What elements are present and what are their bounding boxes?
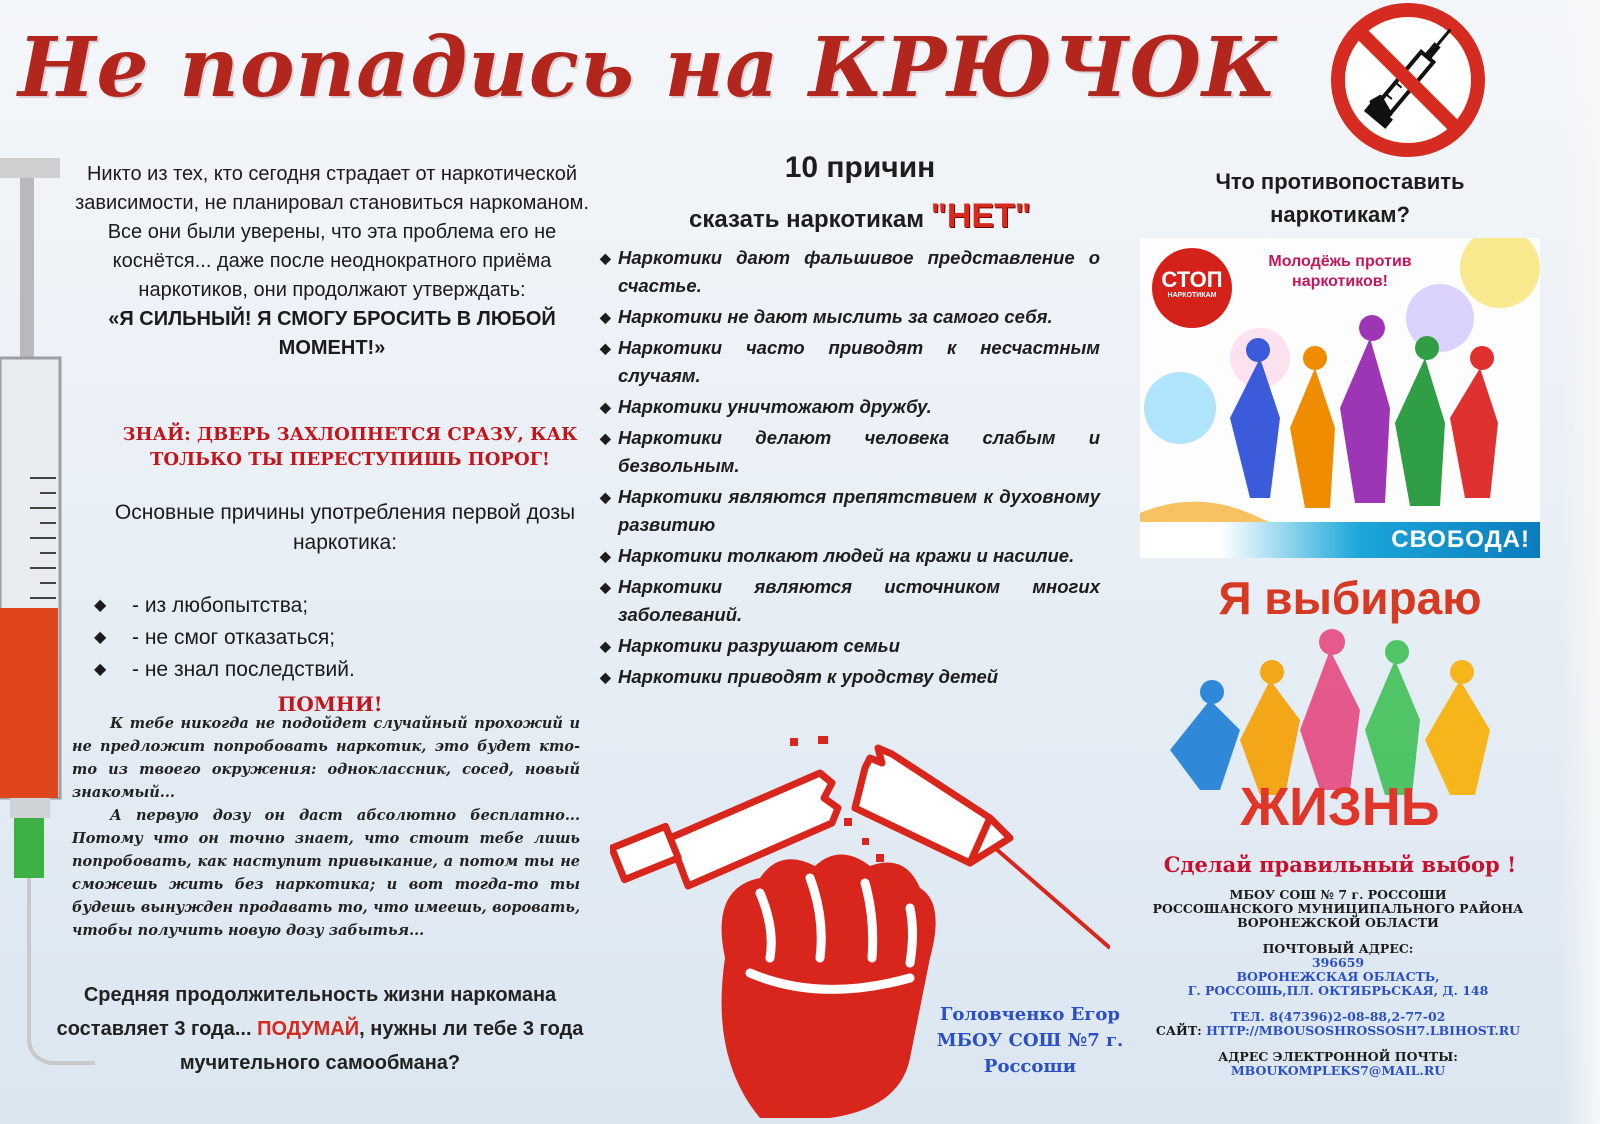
list-item: ◆ Наркотики дают фальшивое представление о счастье.	[600, 244, 1100, 300]
list-item: ◆ Наркотики не дают мыслить за самого себя.	[600, 303, 1100, 331]
school-contact-block: МБОУ СОШ № 7 г. РОССОШИ РОССОШАНСКОГО МУНИЦИПАЛЬНОГО РАЙОНА ВОРОНЕЖСКОЙ ОБЛАСТИ ПОЧТОВЫЙ АДРЕС: 396659 ВОРОНЕЖСКАЯ ОБЛАСТЬ, Г. РОССОШЬ,ПЛ. ОКТЯБРЬСКАЯ, Д. 148 ТЕЛ. 8(47396)2-08-88,2-77-02 САЙТ: HTTP://MBOUSOSHROSSOSH7.LBIHOST.RU АДРЕС ЭЛЕКТРОННОЙ ПОЧТЫ: MBOUKOMPLEKS7@MAIL.RU	[1128, 888, 1548, 1078]
know-warning: ЗНАЙ: ДВЕРЬ ЗАХЛОПНЕТСЯ СРАЗУ, КАК ТОЛЬКО ТЫ ПЕРЕСТУПИШЬ ПОРОГ!	[122, 424, 578, 470]
right-choice-slogan: Сделай правильный выбор !	[1163, 852, 1517, 877]
list-item: ◆ Наркотики являются препятствием к духовному развитию	[600, 483, 1100, 539]
net-word: "НЕТ"	[930, 197, 1031, 235]
freedom-label: СВОБОДА!	[1391, 526, 1530, 553]
youth-caption: Молодёжь против наркотиков!	[1268, 253, 1412, 290]
first-dose-reasons-title: Основные причины употребления первой дозы наркотика:	[114, 501, 576, 554]
ten-reasons-list	[600, 244, 1100, 694]
intro-quote: «Я СИЛЬНЫЙ! Я СМОГУ БРОСИТЬ В ЛЮБОЙ МОМЕНТ!»	[108, 308, 556, 359]
list-item: ◆ - из любопытства;	[92, 590, 572, 622]
remember-heading: ПОМНИ!	[277, 692, 383, 716]
diamond-bullet-icon: ◆	[94, 661, 107, 678]
youth-against-drugs-image	[1140, 238, 1540, 558]
remember-paragraph-2: А первую дозу он даст абсолютно бесплатно... Потому что он точно знает, что стоит тебе лишь попробовать, как наступит привыкание, а потом ты не сможешь жить без наркотика; и вот тогда-то ты будешь вынужден продавать то, что имеешь, воровать, чтобы получить новую дозу забытья...	[72, 807, 580, 939]
life-word: ЖИЗНЬ	[1240, 777, 1440, 837]
choose-heading: Я выбираю	[1218, 572, 1482, 624]
list-item: ◆ Наркотики уничтожают дружбу.	[600, 393, 1100, 421]
list-item: ◆ Наркотики приводят к уродству детей	[600, 663, 1100, 691]
life-expectancy-text: Средняя продолжительность жизни наркомана составляет 3 года... ПОДУМАЙ, нужны ли тебе 3 года мучительного самообмана?	[56, 984, 584, 1074]
list-item: ◆ Наркотики являются источником многих заболеваний.	[600, 573, 1100, 629]
stop-badge: СТОП НАРКОТИКАМ	[1152, 248, 1232, 328]
list-item: ◆ Наркотики часто приводят к несчастным случаям.	[600, 334, 1100, 390]
oppose-heading: Что противопоставить наркотикам?	[1215, 169, 1465, 227]
list-item: ◆ Наркотики толкают людей на кражи и насилие.	[600, 542, 1100, 570]
diamond-bullet-icon: ◆	[94, 629, 107, 646]
remember-text	[72, 712, 580, 942]
site-link: HTTP://MBOUSOSHROSSOSH7.LBIHOST.RU	[1206, 1023, 1521, 1038]
ten-reasons-heading: 10 причин сказать наркотикам "НЕТ"	[689, 151, 1031, 235]
list-item: ◆ Наркотики делают человека слабым и безвольным.	[600, 424, 1100, 480]
stop-badge-subtitle: НАРКОТИКАМ	[1167, 292, 1217, 299]
poster-title: Не попадись на КРЮЧОК	[18, 20, 1278, 116]
intro-text: Никто из тех, кто сегодня страдает от наркотической зависимости, не планировал становиться наркоманом. Все они были уверены, что эта проблема его не коснётся... даже после неоднократного приёма наркотиков, они продолжают утверждать: «Я СИЛЬНЫЙ! Я СМОГУ БРОСИТЬ В ЛЮБОЙ МОМЕНТ!»	[72, 160, 592, 363]
list-item: ◆ - не знал последствий.	[92, 654, 572, 686]
no-syringe-sign-icon	[1328, 0, 1488, 160]
list-item: ◆ Наркотики разрушают семьи	[600, 632, 1100, 660]
author-caption: Головченко Егор МБОУ СОШ №7 г. Россоши	[936, 1004, 1124, 1077]
think-word: ПОДУМАЙ	[257, 1018, 360, 1040]
remember-paragraph-1: К тебе никогда не подойдет случайный прохожий и не предложит попробовать наркотик, это будет кто-то из твоего окружения: одноклассник, сосед, новый знакомый...	[72, 715, 580, 801]
first-dose-reasons-list	[92, 590, 572, 686]
diamond-bullet-icon: ◆	[94, 597, 107, 614]
list-item: ◆ - не смог отказаться;	[92, 622, 572, 654]
email-link: MBOUKOMPLEKS7@MAIL.RU	[1230, 1063, 1446, 1078]
